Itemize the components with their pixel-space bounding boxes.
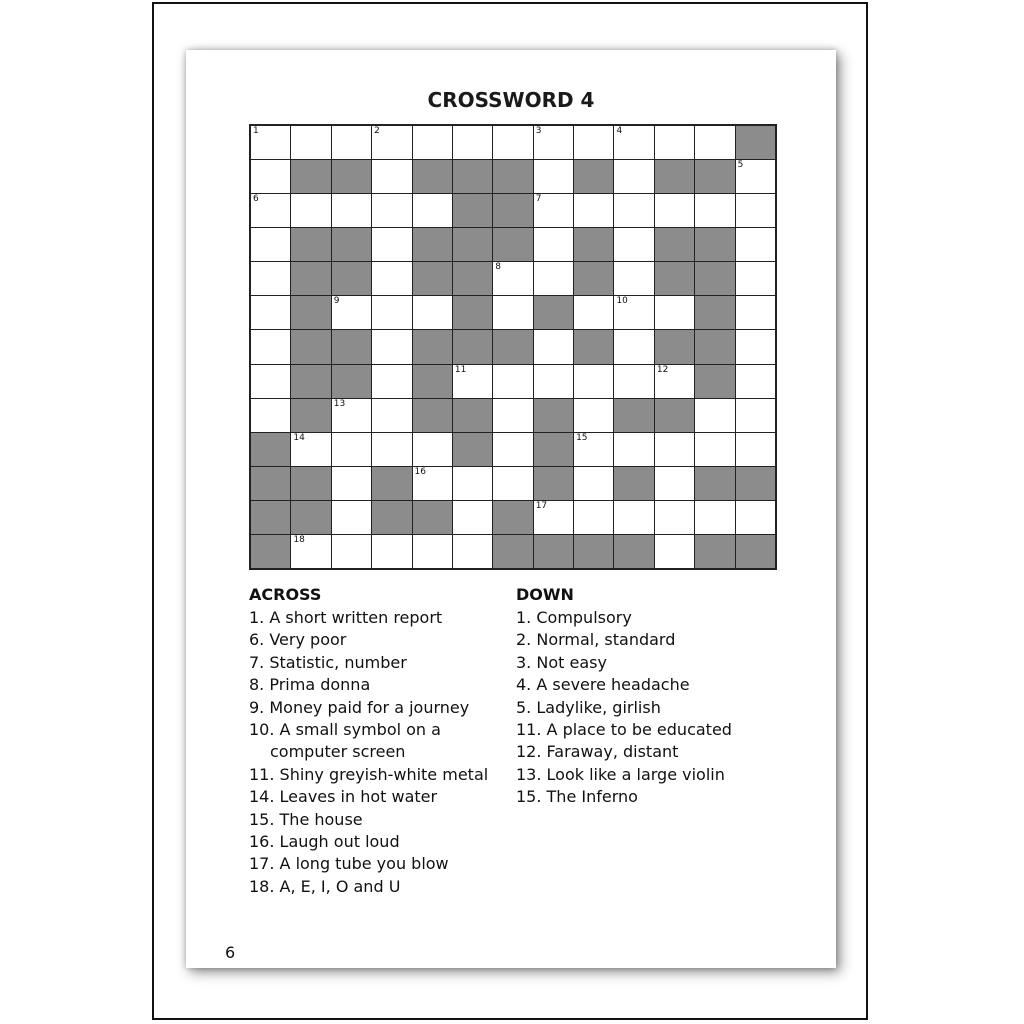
grid-cell-block [291, 467, 330, 500]
down-clue: 13. Look like a large violin [516, 764, 725, 784]
grid-cell[interactable] [534, 126, 573, 159]
down-clue-list [516, 607, 776, 809]
grid-cell[interactable] [413, 535, 452, 568]
cell-number: 9 [333, 296, 340, 307]
grid-cell[interactable] [574, 467, 613, 500]
cell-number: 10 [616, 296, 628, 307]
grid-cell-block [332, 330, 371, 363]
grid-cell-block [574, 160, 613, 193]
down-clue: 15. The Inferno [516, 787, 638, 807]
grid-cell-block [453, 228, 492, 261]
cell-number: 7 [535, 194, 542, 205]
grid-cell[interactable] [736, 296, 775, 329]
grid-cell[interactable] [453, 535, 492, 568]
grid-cell[interactable] [736, 399, 775, 432]
grid-cell[interactable] [736, 501, 775, 534]
grid-cell[interactable] [614, 126, 653, 159]
grid-cell[interactable] [251, 126, 290, 159]
grid-cell[interactable] [453, 501, 492, 534]
grid-cell[interactable] [453, 467, 492, 500]
grid-cell[interactable] [453, 126, 492, 159]
grid-cell-block [534, 467, 573, 500]
cell-number: 14 [293, 432, 305, 443]
grid-cell-block [534, 535, 573, 568]
grid-cell[interactable] [695, 433, 734, 466]
cell-number: 5 [737, 160, 744, 171]
across-clue-list [249, 607, 509, 898]
cell-number: 8 [495, 262, 502, 273]
across-clue: computer screen [270, 742, 406, 762]
grid-cell-block [574, 330, 613, 363]
grid-cell-block [291, 228, 330, 261]
grid-cell-block [493, 535, 532, 568]
grid-cell[interactable] [332, 535, 371, 568]
grid-cell[interactable] [655, 433, 694, 466]
grid-cell[interactable] [574, 501, 613, 534]
grid-cell[interactable] [251, 296, 290, 329]
grid-cell[interactable] [291, 433, 330, 466]
grid-cell[interactable] [372, 160, 411, 193]
grid-cell-block [695, 330, 734, 363]
grid-cell[interactable] [655, 535, 694, 568]
grid-cell-block [736, 467, 775, 500]
cell-number: 1 [253, 126, 259, 136]
across-clue: 6. Very poor [249, 630, 347, 650]
grid-cell[interactable] [493, 399, 532, 432]
grid-cell[interactable] [574, 296, 613, 329]
down-clue: 11. A place to be educated [516, 720, 732, 740]
grid-cell[interactable] [736, 330, 775, 363]
cell-number: 17 [535, 500, 548, 511]
grid-cell[interactable] [413, 194, 452, 227]
grid-cell[interactable] [614, 330, 653, 363]
cell-number: 16 [414, 466, 426, 477]
cell-number: 2 [374, 126, 380, 136]
grid-cell[interactable] [251, 228, 290, 261]
grid-cell[interactable] [372, 399, 411, 432]
grid-cell-block [614, 467, 653, 500]
grid-cell[interactable] [655, 467, 694, 500]
down-clue: 12. Faraway, distant [516, 742, 679, 762]
grid-cell-block [291, 399, 330, 432]
page-title: CROSSWORD 4 [427, 88, 595, 112]
grid-cell[interactable] [332, 501, 371, 534]
grid-cell-block [453, 399, 492, 432]
grid-cell[interactable] [534, 262, 573, 295]
grid-cell[interactable] [413, 433, 452, 466]
grid-cell[interactable] [534, 501, 573, 534]
grid-cell[interactable] [574, 365, 613, 398]
grid-cell[interactable] [372, 126, 411, 159]
grid-cell-block [695, 365, 734, 398]
grid-cell-block [332, 228, 371, 261]
cell-number: 6 [253, 194, 259, 205]
grid-cell-block [291, 501, 330, 534]
grid-cell[interactable] [372, 228, 411, 261]
grid-cell-block [372, 501, 411, 534]
grid-cell-block [251, 501, 290, 534]
grid-cell-block [574, 262, 613, 295]
grid-cell[interactable] [534, 194, 573, 227]
crossword-grid [249, 124, 777, 570]
cell-number: 12 [656, 364, 669, 375]
grid-cell[interactable] [534, 365, 573, 398]
grid-cell[interactable] [655, 296, 694, 329]
grid-cell[interactable] [614, 194, 653, 227]
grid-cell-block [695, 262, 734, 295]
grid-cell-block [413, 330, 452, 363]
grid-cell[interactable] [655, 501, 694, 534]
grid-cell-block [332, 365, 371, 398]
grid-cell[interactable] [372, 535, 411, 568]
grid-cell-block [655, 330, 694, 363]
grid-cell-block [332, 262, 371, 295]
grid-cell[interactable] [291, 194, 330, 227]
cell-number: 11 [454, 364, 467, 375]
grid-cell[interactable] [251, 160, 290, 193]
grid-cell[interactable] [493, 467, 532, 500]
grid-cell-block [574, 228, 613, 261]
grid-cell-block [695, 296, 734, 329]
grid-cell-block [655, 160, 694, 193]
grid-cell-block [695, 467, 734, 500]
across-clue: 17. A long tube you blow [249, 854, 449, 874]
across-clue: 8. Prima donna [249, 675, 371, 695]
grid-cell[interactable] [493, 262, 532, 295]
cell-number: 15 [576, 432, 588, 443]
grid-cell-block [614, 535, 653, 568]
grid-cell-block [453, 330, 492, 363]
cell-number: 18 [293, 534, 305, 545]
grid-cell[interactable] [574, 399, 613, 432]
grid-cell-block [413, 160, 452, 193]
grid-cell-block [695, 535, 734, 568]
grid-cell[interactable] [251, 262, 290, 295]
down-clue: 5. Ladylike, girlish [516, 697, 661, 717]
grid-cell-block [655, 228, 694, 261]
grid-cell[interactable] [614, 433, 653, 466]
grid-cell[interactable] [291, 126, 330, 159]
grid-cell[interactable] [534, 330, 573, 363]
grid-cell[interactable] [332, 194, 371, 227]
grid-cell-block [614, 399, 653, 432]
grid-cell[interactable] [372, 296, 411, 329]
grid-cell-block [655, 262, 694, 295]
grid-cell-block [453, 433, 492, 466]
grid-cell[interactable] [655, 365, 694, 398]
grid-cell[interactable] [251, 365, 290, 398]
grid-cell-block [574, 535, 613, 568]
grid-cell[interactable] [413, 467, 452, 500]
cell-number: 4 [616, 126, 623, 136]
down-clue: 2. Normal, standard [516, 630, 676, 650]
grid-cell[interactable] [736, 160, 775, 193]
grid-cell[interactable] [453, 365, 492, 398]
grid-cell[interactable] [251, 330, 290, 363]
grid-cell-block [453, 262, 492, 295]
grid-cell-block [493, 160, 532, 193]
across-clue: 18. A, E, I, O and U [249, 876, 401, 896]
grid-cell[interactable] [614, 365, 653, 398]
grid-cell[interactable] [251, 399, 290, 432]
grid-cell-block [413, 262, 452, 295]
grid-cell-block [736, 126, 775, 159]
grid-cell[interactable] [534, 160, 573, 193]
grid-cell-block [453, 194, 492, 227]
grid-cell-block [291, 330, 330, 363]
down-clue: 1. Compulsory [516, 608, 632, 627]
grid-cell[interactable] [493, 126, 532, 159]
grid-cell-block [534, 433, 573, 466]
grid-cell[interactable] [493, 365, 532, 398]
grid-cell-block [534, 296, 573, 329]
grid-cell-block [332, 160, 371, 193]
grid-cell-block [493, 330, 532, 363]
grid-cell[interactable] [655, 126, 694, 159]
grid-cell[interactable] [736, 228, 775, 261]
grid-cell[interactable] [736, 194, 775, 227]
across-clue: 10. A small symbol on a [249, 720, 441, 740]
grid-cell[interactable] [614, 160, 653, 193]
across-heading: ACROSS [249, 585, 322, 604]
grid-cell-block [453, 296, 492, 329]
across-clue: 9. Money paid for a journey [249, 697, 470, 717]
grid-cell[interactable] [251, 194, 290, 227]
grid-cell-block [493, 194, 532, 227]
grid-cell-block [736, 535, 775, 568]
grid-cell-block [695, 228, 734, 261]
down-clue: 3. Not easy [516, 652, 607, 672]
grid-cell-block [413, 399, 452, 432]
down-heading: DOWN [516, 585, 574, 604]
cell-number: 13 [333, 398, 346, 409]
across-clue: 14. Leaves in hot water [249, 787, 438, 807]
grid-cell[interactable] [614, 228, 653, 261]
grid-cell-block [413, 228, 452, 261]
grid-cell[interactable] [574, 126, 613, 159]
grid-cell-block [493, 501, 532, 534]
grid-cell-block [413, 365, 452, 398]
grid-cell[interactable] [736, 262, 775, 295]
grid-cell[interactable] [372, 194, 411, 227]
grid-cell-block [291, 262, 330, 295]
grid-cell[interactable] [291, 535, 330, 568]
grid-cell[interactable] [614, 501, 653, 534]
grid-cell-block [413, 501, 452, 534]
grid-cell[interactable] [332, 467, 371, 500]
grid-cell[interactable] [574, 194, 613, 227]
grid-cell[interactable] [372, 365, 411, 398]
grid-cell-block [291, 296, 330, 329]
across-clue: 15. The house [249, 809, 363, 829]
grid-cell[interactable] [332, 126, 371, 159]
grid-cell-block [251, 535, 290, 568]
page-number: 6 [225, 943, 236, 962]
grid-cell[interactable] [614, 262, 653, 295]
grid-cell[interactable] [493, 433, 532, 466]
grid-cell[interactable] [372, 262, 411, 295]
cell-number: 3 [535, 126, 542, 136]
grid-cell[interactable] [493, 296, 532, 329]
grid-cell[interactable] [736, 365, 775, 398]
grid-cell-block [655, 399, 694, 432]
grid-cell[interactable] [332, 296, 371, 329]
grid-cell-block [372, 467, 411, 500]
grid-cell[interactable] [614, 296, 653, 329]
grid-cell[interactable] [695, 194, 734, 227]
down-clues [516, 584, 776, 809]
grid-cell-block [534, 399, 573, 432]
across-clues [249, 584, 509, 898]
grid-cell-block [251, 467, 290, 500]
grid-cell[interactable] [695, 126, 734, 159]
grid-cell[interactable] [574, 433, 613, 466]
grid-cell-block [453, 160, 492, 193]
grid-cell[interactable] [695, 501, 734, 534]
grid-cell[interactable] [372, 330, 411, 363]
grid-cell[interactable] [736, 433, 775, 466]
grid-cell[interactable] [655, 194, 694, 227]
grid-cell[interactable] [413, 296, 452, 329]
grid-cell[interactable] [372, 433, 411, 466]
across-clue: 16. Laugh out loud [249, 832, 400, 852]
grid-cell-block [493, 228, 532, 261]
grid-cell[interactable] [695, 399, 734, 432]
across-clue: 7. Statistic, number [249, 652, 407, 672]
grid-cell[interactable] [413, 126, 452, 159]
grid-cell-block [251, 433, 290, 466]
grid-cell-block [291, 160, 330, 193]
grid-cell[interactable] [332, 433, 371, 466]
down-clue: 4. A severe headache [516, 675, 690, 695]
grid-cell-block [695, 160, 734, 193]
grid-cell[interactable] [332, 399, 371, 432]
grid-cell[interactable] [534, 228, 573, 261]
across-clue: 11. Shiny greyish-white metal [249, 764, 489, 784]
across-clue: 1. A short written report [249, 608, 443, 627]
grid-cell-block [291, 365, 330, 398]
